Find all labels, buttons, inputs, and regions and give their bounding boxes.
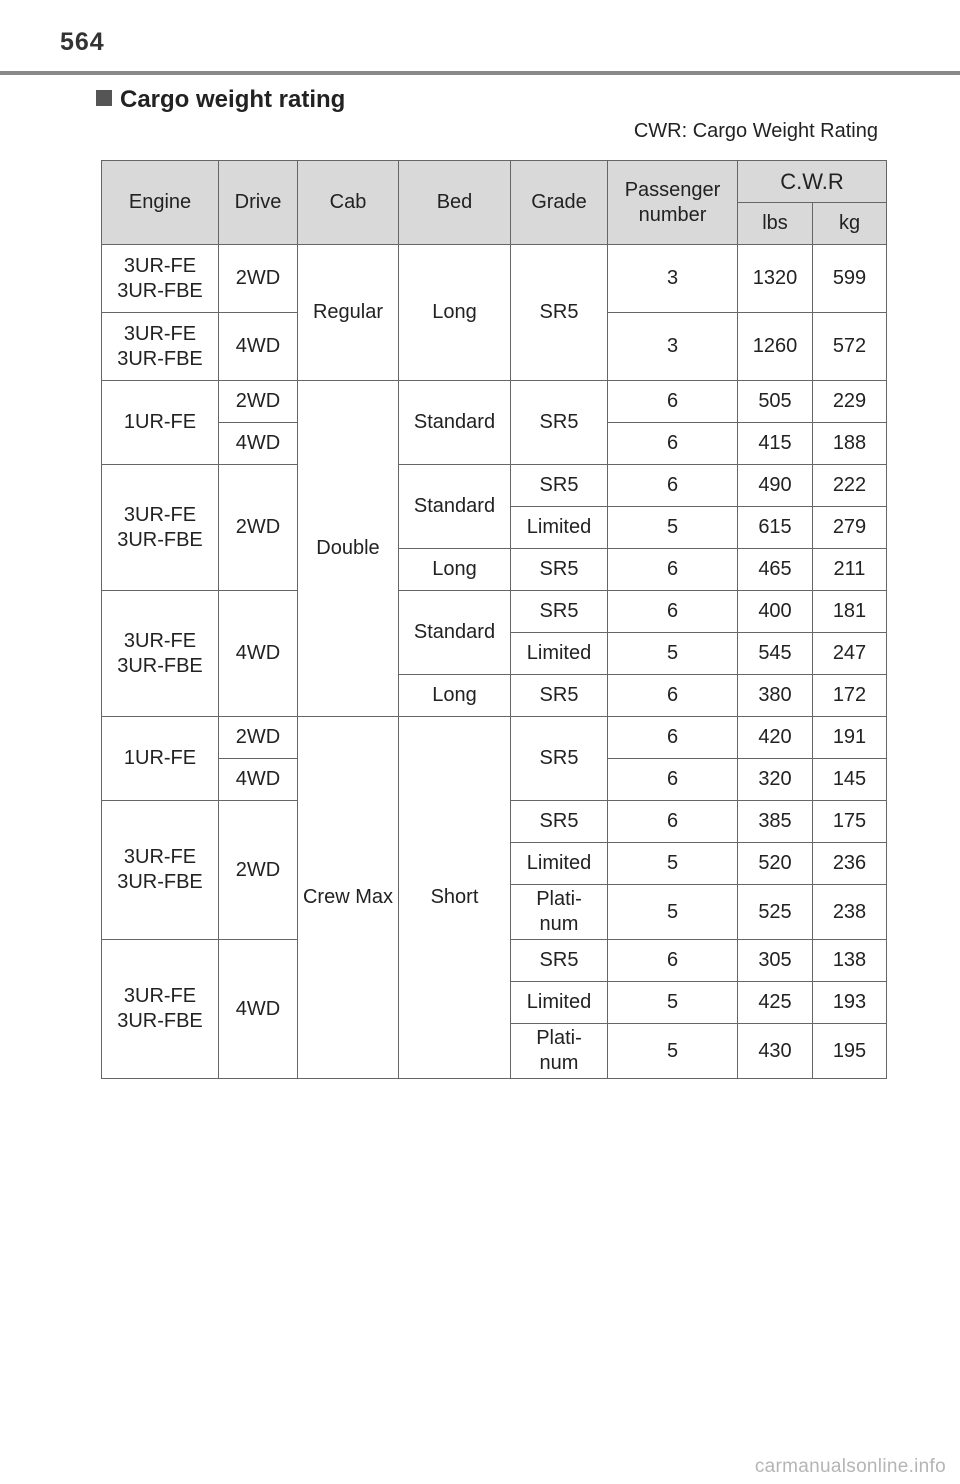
grade-cell: Limited: [511, 507, 608, 549]
cab-cell: Regular: [298, 245, 399, 381]
engine-cell: 1UR-FE: [102, 381, 219, 465]
grade-cell: Limited: [511, 633, 608, 675]
passenger-cell: 3: [608, 245, 738, 313]
table-row: [102, 717, 887, 759]
bed-cell: Long: [399, 675, 511, 717]
lbs-cell: 520: [738, 843, 813, 885]
header-engine: Engine: [102, 161, 219, 245]
table-row: [102, 591, 887, 633]
drive-cell: 2WD: [219, 801, 298, 940]
passenger-cell: 5: [608, 633, 738, 675]
grade-cell: SR5: [511, 801, 608, 843]
engine-cell: 1UR-FE: [102, 717, 219, 801]
lbs-cell: 490: [738, 465, 813, 507]
kg-cell: 195: [813, 1024, 887, 1079]
passenger-cell: 6: [608, 675, 738, 717]
grade-cell: SR5: [511, 591, 608, 633]
header-drive: Drive: [219, 161, 298, 245]
bed-cell: Short: [399, 717, 511, 1079]
kg-cell: 572: [813, 313, 887, 381]
lbs-cell: 420: [738, 717, 813, 759]
drive-cell: 2WD: [219, 717, 298, 759]
engine-cell: 3UR-FE 3UR-FBE: [102, 940, 219, 1079]
section-title: [96, 86, 345, 114]
passenger-cell: 3: [608, 313, 738, 381]
lbs-cell: 465: [738, 549, 813, 591]
passenger-cell: 6: [608, 801, 738, 843]
header-cwr: C.W.R: [738, 161, 887, 203]
bed-cell: Long: [399, 245, 511, 381]
drive-cell: 4WD: [219, 423, 298, 465]
square-bullet-icon: [96, 90, 112, 106]
kg-cell: 193: [813, 982, 887, 1024]
section-title-text: Cargo weight rating: [120, 86, 346, 113]
passenger-cell: 6: [608, 717, 738, 759]
grade-cell: SR5: [511, 549, 608, 591]
lbs-cell: 615: [738, 507, 813, 549]
drive-cell: 2WD: [219, 245, 298, 313]
drive-cell: 4WD: [219, 759, 298, 801]
bed-cell: Standard: [399, 381, 511, 465]
header-kg: kg: [813, 203, 887, 245]
passenger-cell: 6: [608, 940, 738, 982]
kg-cell: 238: [813, 885, 887, 940]
lbs-cell: 545: [738, 633, 813, 675]
lbs-cell: 385: [738, 801, 813, 843]
passenger-cell: 6: [608, 549, 738, 591]
kg-cell: 188: [813, 423, 887, 465]
lbs-cell: 1260: [738, 313, 813, 381]
header-cab: Cab: [298, 161, 399, 245]
engine-cell: 3UR-FE 3UR-FBE: [102, 801, 219, 940]
kg-cell: 279: [813, 507, 887, 549]
page-number: 564: [60, 28, 105, 56]
table-row: [102, 465, 887, 507]
lbs-cell: 415: [738, 423, 813, 465]
engine-cell: 3UR-FE 3UR-FBE: [102, 465, 219, 591]
lbs-cell: 1320: [738, 245, 813, 313]
kg-cell: 236: [813, 843, 887, 885]
kg-cell: 247: [813, 633, 887, 675]
passenger-cell: 5: [608, 1024, 738, 1079]
lbs-cell: 380: [738, 675, 813, 717]
passenger-cell: 6: [608, 381, 738, 423]
kg-cell: 222: [813, 465, 887, 507]
grade-cell: Limited: [511, 982, 608, 1024]
cargo-weight-table: [101, 160, 887, 1079]
engine-cell: 3UR-FE 3UR-FBE: [102, 591, 219, 717]
header-lbs: lbs: [738, 203, 813, 245]
table-row: [102, 381, 887, 423]
kg-cell: 211: [813, 549, 887, 591]
kg-cell: 229: [813, 381, 887, 423]
bed-cell: Standard: [399, 465, 511, 549]
grade-cell: Plati- num: [511, 1024, 608, 1079]
kg-cell: 172: [813, 675, 887, 717]
engine-cell: 3UR-FE 3UR-FBE: [102, 313, 219, 381]
lbs-cell: 305: [738, 940, 813, 982]
passenger-cell: 6: [608, 591, 738, 633]
drive-cell: 4WD: [219, 940, 298, 1079]
watermark: carmanualsonline.info: [754, 1456, 946, 1477]
kg-cell: 145: [813, 759, 887, 801]
kg-cell: 191: [813, 717, 887, 759]
passenger-cell: 6: [608, 423, 738, 465]
cab-cell: Crew Max: [298, 717, 399, 1079]
engine-cell: 3UR-FE 3UR-FBE: [102, 245, 219, 313]
passenger-cell: 5: [608, 982, 738, 1024]
lbs-cell: 430: [738, 1024, 813, 1079]
lbs-cell: 320: [738, 759, 813, 801]
kg-cell: 599: [813, 245, 887, 313]
grade-cell: SR5: [511, 245, 608, 381]
grade-cell: SR5: [511, 381, 608, 465]
bed-cell: Long: [399, 549, 511, 591]
grade-cell: SR5: [511, 717, 608, 801]
kg-cell: 138: [813, 940, 887, 982]
drive-cell: 4WD: [219, 313, 298, 381]
passenger-cell: 6: [608, 465, 738, 507]
header-passenger-number: Passenger number: [608, 161, 738, 245]
drive-cell: 2WD: [219, 465, 298, 591]
legend-note: CWR: Cargo Weight Rating: [633, 120, 878, 142]
kg-cell: 181: [813, 591, 887, 633]
drive-cell: 4WD: [219, 591, 298, 717]
passenger-cell: 5: [608, 885, 738, 940]
header-row: [102, 161, 887, 203]
header-divider: [0, 71, 960, 75]
header-bed: Bed: [399, 161, 511, 245]
passenger-cell: 5: [608, 843, 738, 885]
lbs-cell: 400: [738, 591, 813, 633]
grade-cell: SR5: [511, 675, 608, 717]
lbs-cell: 425: [738, 982, 813, 1024]
table-row: [102, 245, 887, 313]
lbs-cell: 505: [738, 381, 813, 423]
kg-cell: 175: [813, 801, 887, 843]
grade-cell: Plati- num: [511, 885, 608, 940]
grade-cell: SR5: [511, 940, 608, 982]
header-grade: Grade: [511, 161, 608, 245]
lbs-cell: 525: [738, 885, 813, 940]
drive-cell: 2WD: [219, 381, 298, 423]
passenger-cell: 6: [608, 759, 738, 801]
grade-cell: SR5: [511, 465, 608, 507]
grade-cell: Limited: [511, 843, 608, 885]
bed-cell: Standard: [399, 591, 511, 675]
passenger-cell: 5: [608, 507, 738, 549]
cab-cell: Double: [298, 381, 399, 717]
